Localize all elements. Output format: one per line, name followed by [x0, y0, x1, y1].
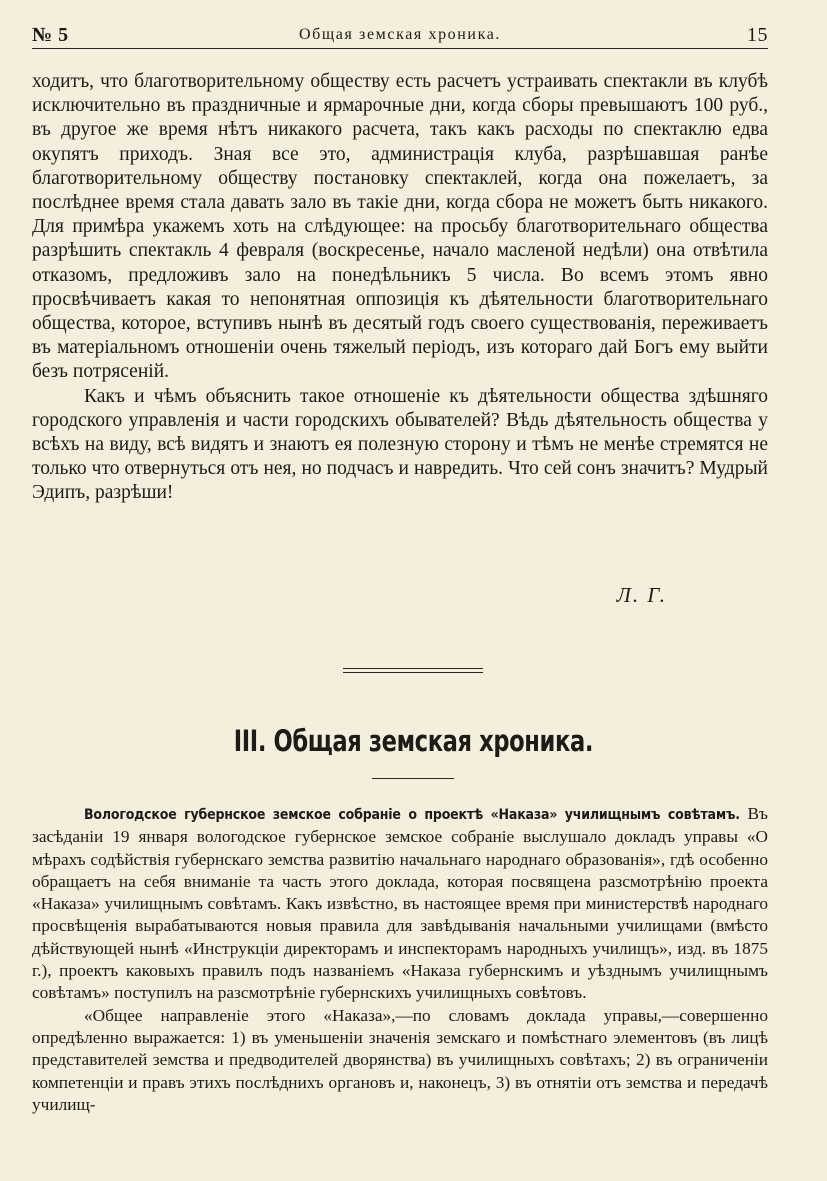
letter-continuation	[32, 70, 768, 506]
article-paragraph-text: Въ засѣданіи 19 января вологодское губернское земское собраніе выслушало докладъ управы «О мѣрахъ содѣйствія губернскаго земства развитію начальнаго народнаго образованія», гдѣ особенно обращаетъ на себя вниманіе та часть этого доклада, которая посвящена разсмотрѣнію проекта «Наказа» училищнымъ совѣтамъ. Какъ извѣстно, въ настоящее время при министерствѣ народнаго просвѣщенія вырабатываются новыя правила для завѣдыванія начальными училищами (вмѣсто дѣйствующей нынѣ «Инструкціи директорамъ и инспекторамъ народныхъ училищъ», изд. въ 1875 г.), проектъ каковыхъ правилъ подъ названіемъ «Наказа губернскимъ и уѣзднымъ училищнымъ совѣтамъ» поступилъ на разсмотрѣніе губернскихъ училищныхъ совѣтовъ.	[32, 804, 768, 1003]
section-heading: III. Общая земская хроника.	[233, 724, 594, 758]
heading-rule	[372, 778, 454, 779]
separator-rule-bottom	[343, 672, 483, 673]
running-head	[32, 22, 768, 50]
running-title: Общая земская хроника.	[298, 26, 502, 43]
author-signature: Л. Г.	[616, 583, 667, 607]
article-body	[32, 803, 768, 1116]
article-paragraph	[32, 803, 768, 1005]
letter-paragraph: Какъ и чѣмъ объяснить такое отношеніе къ дѣятельности общества здѣшняго городского управленія и части городскихъ обывателей? Вѣдь дѣятельность общества у всѣхъ на виду, всѣ видятъ и знаютъ ея полезную сторону и тѣмъ не менѣе стремятся не только что отвернуться отъ нея, но подчасъ и навредить. Что сей сонъ значитъ? Мудрый Эдипъ, разрѣши!	[32, 385, 768, 504]
header-rule	[32, 48, 768, 49]
page-number: 15	[747, 24, 768, 46]
separator-rule-top	[343, 668, 483, 669]
article-paragraph: «Общее направленіе этого «Наказа»,—по словамъ доклада управы,—совершенно опредѣленно выражается: 1) въ уменьшеніи значенія земскаго и помѣстнаго элементовъ (въ лицѣ представителей земства и предводителей дворянства) въ училищныхъ совѣтахъ; 2) въ ограниченіи компетенціи и правъ этихъ послѣднихъ органовъ и, наконецъ, 3) въ отнятіи отъ земства и передачѣ училищ-	[32, 1005, 768, 1114]
letter-paragraph: ходитъ, что благотворительному обществу есть расчетъ устраивать спектакли въ клубѣ исключительно въ праздничные и ярмарочные дни, когда сборы превышаютъ 100 руб., въ другое же время нѣтъ никакого расчета, такъ какъ расходы по спектаклю едва окупятъ приходъ. Зная все это, администрація клуба, разрѣшавшая ранѣе благотворительному обществу постановку спектаклей, когда она пожелаетъ, за послѣднее время стала давать зало въ такіе дни, когда сбора не можетъ быть никакого. Для примѣра укажемъ хоть на слѣдующее: на просьбу благотворительнаго общества разрѣшить спектакль 4 февраля (воскресенье, начало масленой недѣли) она отвѣтила отказомъ, предложивъ зало на понедѣльникъ 5 числа. Во всемъ этомъ явно просвѣчиваетъ какая то непонятная оппозиція къ дѣятельности благотворительнаго общества, которое, вступивъ нынѣ въ десятый годъ своего существованія, переживаетъ въ матеріальномъ отношеніи очень тяжелый періодъ, изъ котораго дай Богъ ему выйти безъ потрясеній.	[32, 71, 768, 383]
article-run-in-title: Вологодское губернское земское собраніе о проектѣ «Наказа» училищнымъ совѣтамъ.	[84, 807, 740, 823]
issue-number: № 5	[32, 24, 69, 46]
